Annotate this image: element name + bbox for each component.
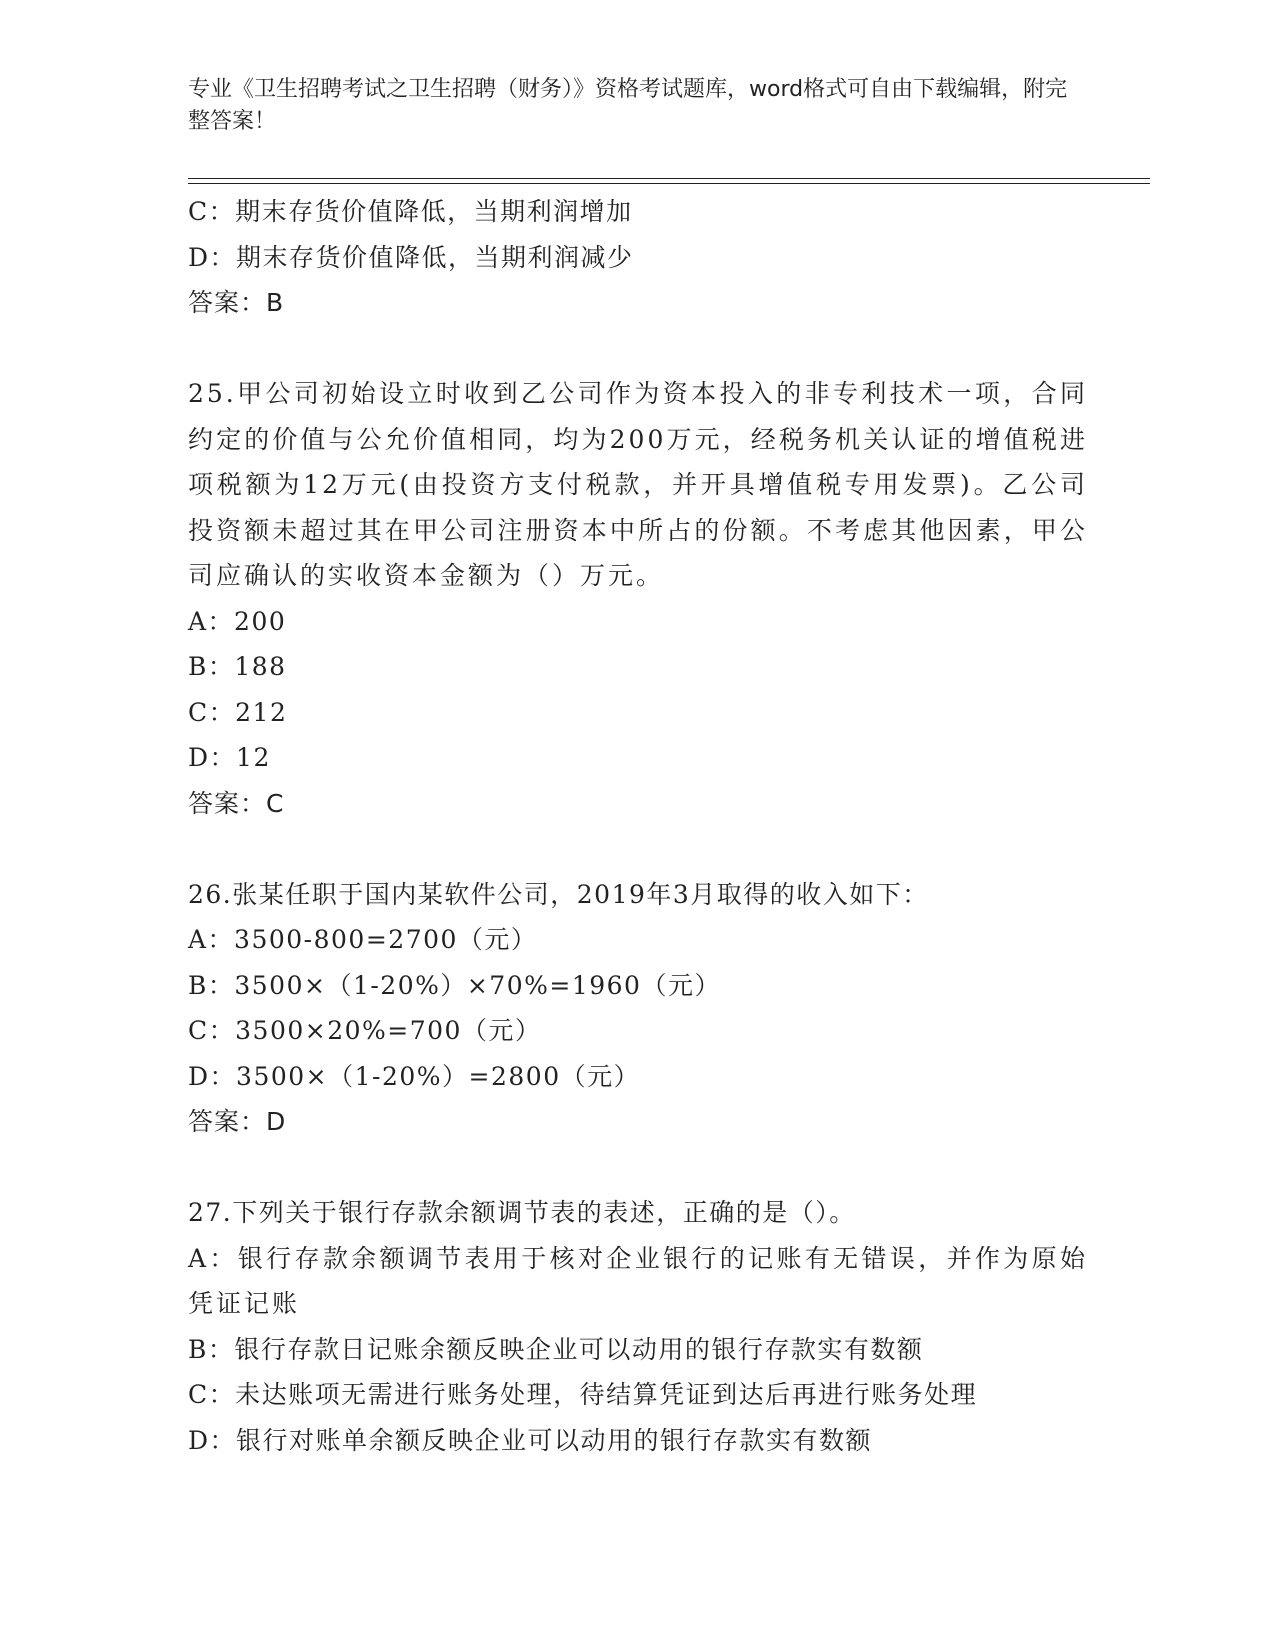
- question-stem-26: 26.张某任职于国内某软件公司，2019年3月取得的收入如下：: [188, 879, 929, 909]
- option-d: D：期末存货价值降低，当期利润减少: [188, 242, 634, 272]
- option-d: D：12: [188, 743, 271, 772]
- option-b: B：3500×（1-20%）×70%=1960（元）: [188, 970, 721, 1000]
- option-c: C：期末存货价值降低，当期利润增加: [188, 197, 633, 226]
- option-d: D：银行对账单余额反映企业可以动用的银行存款实有数额: [188, 1425, 873, 1455]
- option-b: B：银行存款日记账余额反映企业可以动用的银行存款实有数额: [188, 1334, 924, 1364]
- answer-label: 答案：D: [188, 1107, 287, 1136]
- option-b: B：188: [188, 652, 287, 681]
- option-c: C：212: [188, 697, 288, 727]
- question-content: [188, 189, 1088, 1463]
- question-stem-25: 25.甲公司初始设立时收到乙公司作为资本投入的非专利技术一项，合同约定的价值与公允价值相同，均为200万元，经税务机关认证的增值税进项税额为12万元(由投资方支付税款，并开具增值税专用发票)。乙公司投资额未超过其在甲公司注册资本中所占的份额。不考虑其他因素，甲公司应确认的实收资本金额为（）万元。: [188, 379, 1088, 590]
- header-divider-bottom: [188, 183, 1150, 184]
- page-header: 专业《卫生招聘考试之卫生招聘（财务）》资格考试题库，word格式可自由下载编辑，附完整答案！: [188, 77, 1068, 134]
- option-d: D：3500×（1-20%）=2800（元）: [188, 1061, 641, 1091]
- header-divider-top: [188, 178, 1150, 179]
- option-a: A：3500-800=2700（元）: [188, 925, 538, 954]
- option-a: A：银行存款余额调节表用于核对企业银行的记账有无错误，并作为原始凭证记账: [188, 1243, 1088, 1318]
- question-stem-27: 27.下列关于银行存款余额调节表的表述，正确的是（）。: [188, 1198, 856, 1227]
- option-c: C：未达账项无需进行账务处理，待结算凭证到达后再进行账务处理: [188, 1380, 978, 1409]
- answer-label: 答案：B: [188, 288, 285, 317]
- option-a: A：200: [188, 606, 287, 636]
- answer-label: 答案：C: [188, 788, 285, 818]
- option-c: C：3500×20%=700（元）: [188, 1016, 542, 1045]
